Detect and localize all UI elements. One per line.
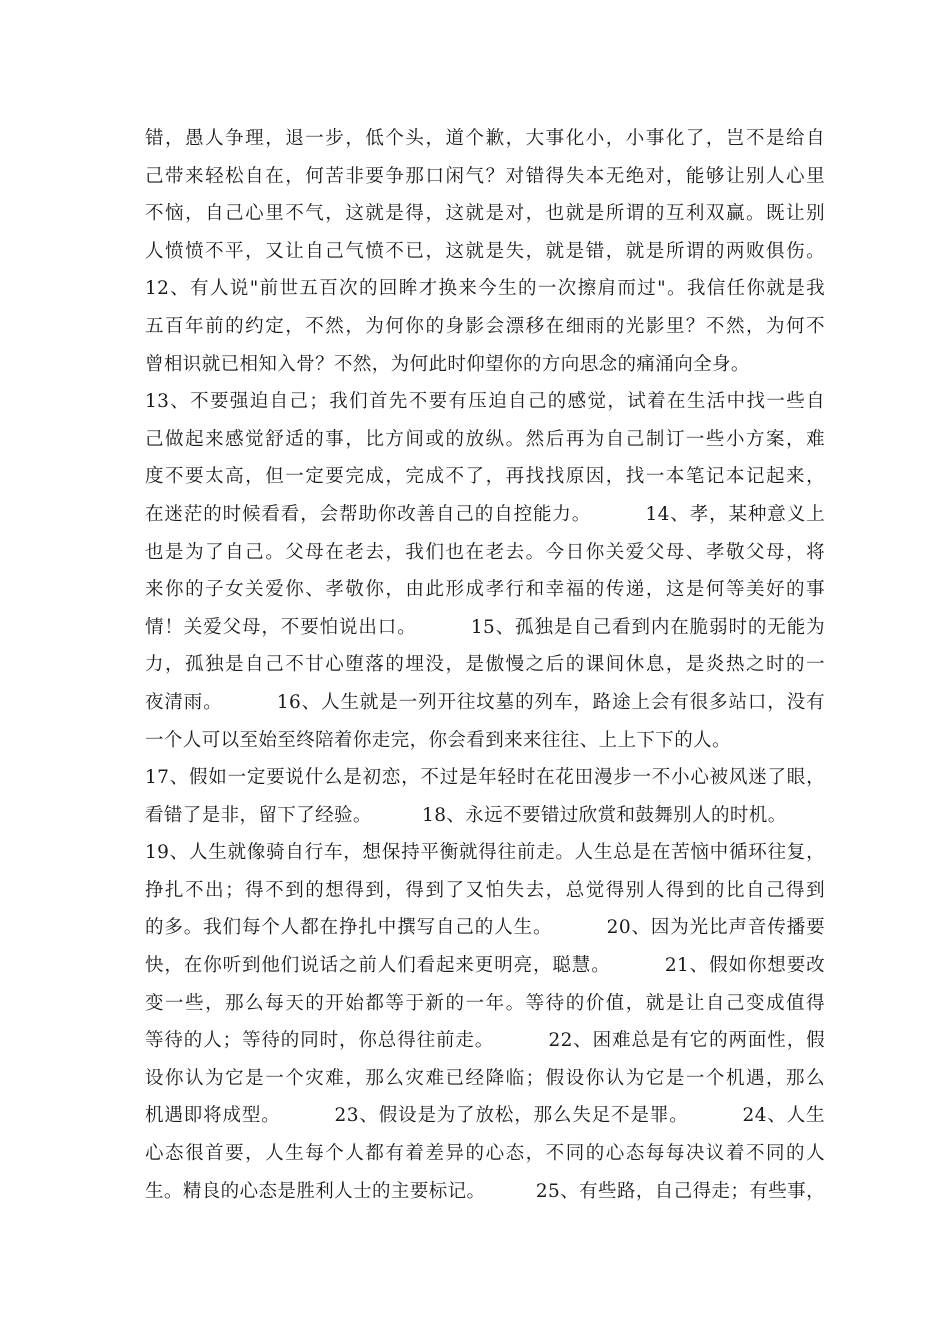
body-text (145, 120, 825, 1210)
text-line: 错，愚人争理，退一步，低个头，道个歉，大事化小，小事化了，岂不是给自 (145, 128, 825, 149)
text-line: 五百年前的约定，不然，为何你的身影会漂移在细雨的光影里？不然，为何不 (145, 315, 825, 337)
text-line: 12、有人说"前世五百次的回眸才换来今生的一次擦肩而过"。我信任你就是我 (145, 278, 825, 300)
text-line: 设你认为它是一个灾难，那么灾难已经降临；假设你认为它是一个机遇，那么 (145, 1067, 825, 1089)
text-line: 生。精良的心态是胜利人士的主要标记。 25、有些路，自己得走；有些事， (145, 1180, 825, 1202)
text-line: 看错了是非，留下了经验。 18、永远不要错过欣赏和鼓舞别人的时机。 (145, 804, 787, 826)
text-line: 人愤愤不平，又让自己气愤不已，这就是失，就是错，就是所谓的两败俱伤。 (145, 240, 825, 262)
text-line: 力，孤独是自己不甘心堕落的埋没，是傲慢之后的课间休息，是炎热之时的一 (145, 654, 825, 676)
text-line: 己带来轻松自在，何苦非要争那口闲气？对错得失本无绝对，能够让别人心里 (145, 165, 825, 187)
text-line: 19、人生就像骑自行车，想保持平衡就得往前走。人生总是在苦恼中循环往复， (145, 842, 825, 864)
text-line: 机遇即将成型。 23、假设是为了放松，那么失足不是罪。 24、人生 (145, 1105, 825, 1127)
text-line: 度不要太高，但一定要完成，完成不了，再找找原因，找一本笔记本记起来， (145, 466, 825, 488)
text-line: 情！关爱父母，不要怕说出口。 15、孤独是自己看到内在脆弱时的无能为 (145, 616, 825, 638)
text-line: 一个人可以至始至终陪着你走完，你会看到来来往往、上上下下的人。 (145, 729, 731, 751)
text-line: 等待的人；等待的同时，你总得往前走。 22、困难总是有它的两面性，假 (145, 1030, 825, 1052)
text-line: 也是为了自己。父母在老去，我们也在老去。今日你关爱父母、孝敬父母，将 (145, 541, 825, 563)
text-line: 在迷茫的时候看看，会帮助你改善自己的自控能力。 14、孝，某种意义上 (145, 503, 825, 525)
text-line: 挣扎不出；得不到的想得到，得到了又怕失去，总觉得别人得到的比自己得到 (145, 879, 825, 901)
text-line: 快，在你听到他们说话之前人们看起来更明亮，聪慧。 21、假如你想要改 (145, 955, 825, 977)
text-line: 夜清雨。 16、人生就是一列开往坟墓的列车，路途上会有很多站口，没有 (145, 691, 825, 713)
text-line: 的多。我们每个人都在挣扎中撰写自己的人生。 20、因为光比声音传播要 (145, 917, 825, 939)
text-line: 心态很首要，人生每个人都有着差异的心态，不同的心态每每决议着不同的人 (145, 1143, 825, 1165)
text-line: 己做起来感觉舒适的事，比方间或的放纵。然后再为自己制订一些小方案，难 (145, 428, 825, 450)
text-line: 来你的子女关爱你、孝敬你，由此形成孝行和幸福的传递，这是何等美好的事 (145, 579, 825, 601)
text-line: 13、不要强迫自己；我们首先不要有压迫自己的感觉，试着在生活中找一些自 (145, 391, 825, 413)
text-line: 曾相识就已相知入骨？不然，为何此时仰望你的方向思念的痛涌向全身。 (145, 353, 750, 375)
text-line: 变一些，那么每天的开始都等于新的一年。等待的价值，就是让自己变成值得 (145, 992, 825, 1014)
text-line: 不恼，自己心里不气，这就是得，这就是对，也就是所谓的互利双赢。既让别 (145, 203, 825, 225)
text-line: 17、假如一定要说什么是初恋，不过是年轻时在花田漫步一不小心被风迷了眼， (145, 767, 825, 789)
